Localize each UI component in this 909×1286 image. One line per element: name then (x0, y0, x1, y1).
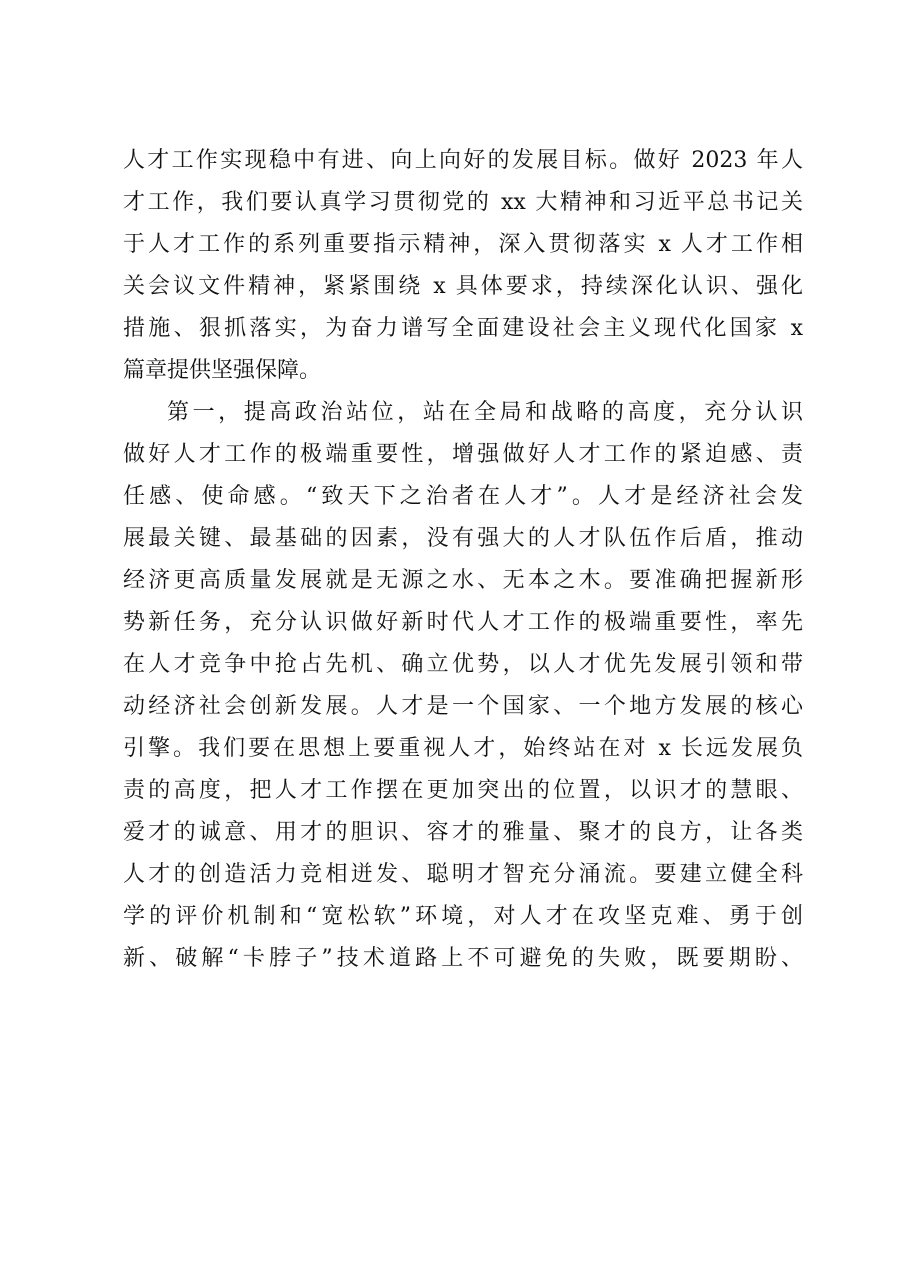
text-line: 经济更高质量发展就是无源之水、无本之木。要准确把握新形 (123, 568, 803, 593)
text-line: 第一，提高政治站位，站在全局和战略的高度，充分认识 (167, 400, 803, 425)
text-line: 人才的创造活力竞相迸发、聪明才智充分涌流。要建立健全科 (123, 862, 803, 887)
text-line: 动经济社会创新发展。人才是一个国家、一个地方发展的核心 (123, 694, 803, 719)
text-line: 任感、使命感。“致天下之治者在人才”。人才是经济社会发 (123, 484, 803, 509)
text-line: 做好人才工作的极端重要性，增强做好人才工作的紧迫感、责 (123, 442, 803, 467)
paragraph-1-continuation (123, 140, 803, 392)
text-line: 关会议文件精神，紧紧围绕 x 具体要求，持续深化认识、强化 (123, 274, 803, 299)
text-line: 引擎。我们要在思想上要重视人才，始终站在对 x 长远发展负 (123, 736, 803, 761)
text-line: 才工作，我们要认真学习贯彻党的 xx 大精神和习近平总书记关 (123, 190, 803, 215)
text-line: 人才工作实现稳中有进、向上向好的发展目标。做好 2023 年人 (123, 148, 803, 173)
text-line: 爱才的诚意、用才的胆识、容才的雅量、聚才的良方，让各类 (123, 820, 803, 845)
text-line: 措施、狠抓落实，为奋力谱写全面建设社会主义现代化国家 x (123, 316, 803, 341)
text-line: 篇章提供坚强保障。 (123, 358, 322, 383)
text-line: 学的评价机制和“宽松软”环境，对人才在攻坚克难、勇于创 (123, 904, 803, 929)
text-line: 势新任务，充分认识做好新时代人才工作的极端重要性，率先 (123, 610, 803, 635)
text-line: 展最关键、最基础的因素，没有强大的人才队伍作后盾，推动 (123, 526, 803, 551)
document-body (123, 140, 803, 980)
text-line: 在人才竞争中抢占先机、确立优势，以人才优先发展引领和带 (123, 652, 803, 677)
text-line: 于人才工作的系列重要指示精神，深入贯彻落实 x 人才工作相 (123, 232, 803, 257)
text-line: 责的高度，把人才工作摆在更加突出的位置，以识才的慧眼、 (123, 778, 803, 803)
paragraph-2 (123, 392, 803, 980)
text-line: 新、破解“卡脖子”技术道路上不可避免的失败，既要期盼、 (123, 946, 803, 971)
